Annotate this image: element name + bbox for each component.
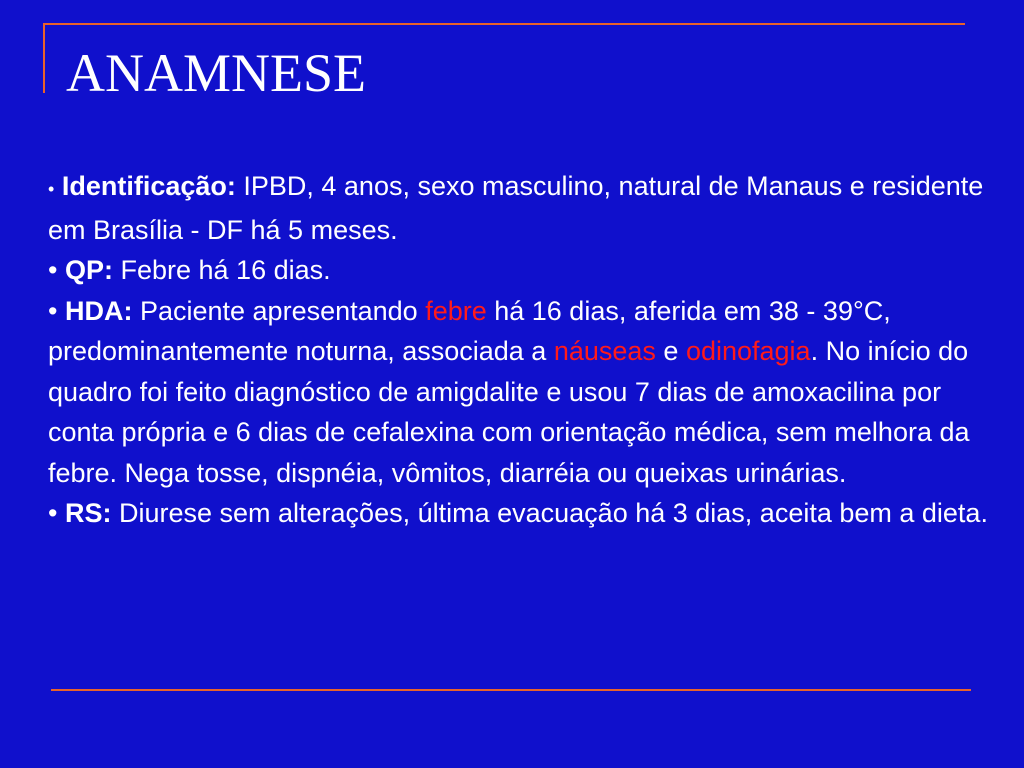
bottom-rule [51, 689, 971, 691]
top-rule [43, 23, 965, 25]
item-label: HDA: [64, 295, 133, 326]
item-text: IPBD, 4 anos, sexo masculino, natural de Manaus e residente em Brasília - DF há 5 meses. [48, 171, 984, 245]
bullet: • [48, 295, 58, 326]
item-label: QP: [64, 255, 113, 285]
item-text: Diurese sem alterações, última evacuação há 3 dias, aceita bem a dieta. [111, 498, 988, 528]
highlight-term: odinofagia [685, 336, 811, 366]
item-text: . No início do quadro foi feito diagnóstico de amigdalite e usou 7 dias de amoxacilina por conta própria e 6 dias de cefalexina com orientação médica, sem melhora da febre. Nega tosse, dispnéia, vômitos, diarréia ou queixas urinárias. [48, 336, 970, 488]
item-hda [48, 291, 988, 494]
item-identificacao [48, 166, 988, 250]
bullet: • [48, 498, 58, 528]
item-label: Identificação: [61, 171, 236, 201]
item-rs [48, 493, 988, 534]
bullet: • [48, 255, 58, 285]
item-qp [48, 250, 988, 291]
slide-title: ANAMNESE [66, 43, 367, 103]
highlight-term: febre [425, 295, 487, 326]
item-label: RS: [64, 498, 112, 528]
highlight-term: náuseas [553, 336, 656, 366]
item-text: e [655, 336, 686, 366]
left-rule [43, 23, 45, 93]
item-text: há 16 dias, aferida em 38 - 39°C, predominantemente noturna, associada a [48, 295, 891, 366]
item-text: Paciente apresentando [132, 295, 426, 326]
slide-body [48, 166, 988, 534]
item-text: Febre há 16 dias. [112, 255, 331, 285]
bullet: • [48, 179, 55, 199]
